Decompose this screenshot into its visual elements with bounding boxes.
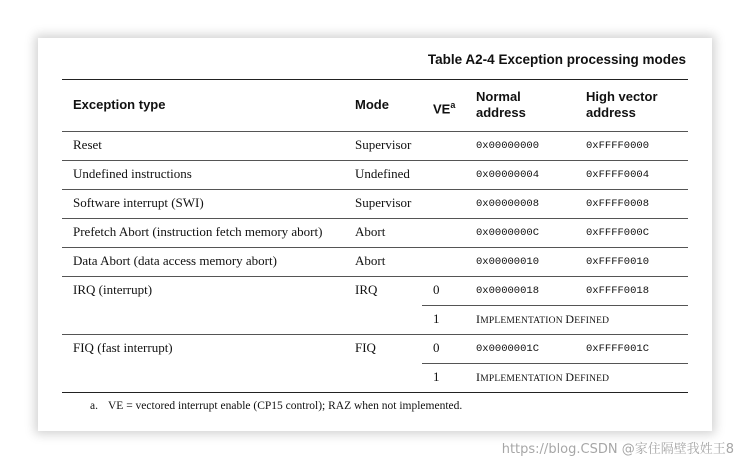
row-rule: [62, 160, 688, 161]
row-type: Software interrupt (SWI): [73, 195, 204, 210]
row-high-address: 0xFFFF0010: [586, 256, 650, 268]
row-type: Prefetch Abort (instruction fetch memory abort): [73, 224, 323, 239]
row-normal-address: 0x00000004: [476, 169, 540, 181]
row-partial-rule: [422, 363, 688, 364]
row-mode: Abort: [355, 224, 386, 239]
row-normal-address: 0x00000010: [476, 256, 540, 268]
row-rule: [62, 189, 688, 190]
header-mode: Mode: [355, 97, 389, 112]
row-normal-address: 0x00000000: [476, 140, 540, 152]
top-rule: [62, 79, 688, 80]
row-ve: 1: [433, 369, 440, 384]
impl-cap-i: I: [476, 312, 481, 326]
row-mode: Undefined: [355, 166, 410, 181]
row-normal-address: 0x00000018: [476, 285, 540, 297]
row-mode: IRQ: [355, 282, 378, 297]
table-figure: [38, 38, 712, 431]
header-high-vector-address: [586, 89, 658, 121]
row-partial-rule: [422, 305, 688, 306]
row-mode: Supervisor: [355, 195, 412, 210]
row-mode: Supervisor: [355, 137, 412, 152]
header-exception-type: Exception type: [73, 97, 166, 112]
footnote-text: VE = vectored interrupt enable (CP15 control); RAZ when not implemented.: [107, 400, 463, 412]
row-type: IRQ (interrupt): [73, 282, 153, 297]
footnote-marker: a.: [90, 400, 98, 412]
footnote: [90, 400, 462, 412]
row-high-address: 0xFFFF000C: [586, 227, 650, 239]
row-high-address: 0xFFFF0000: [586, 140, 650, 152]
impl-cap-d: D: [565, 312, 575, 326]
watermark: https://blog.CSDN @家住隔壁我姓王8: [501, 442, 734, 457]
header-normal-line1: Normal: [476, 89, 521, 104]
row-implementation-defined: [476, 312, 609, 327]
row-type: Reset: [73, 137, 102, 152]
row-type: FIQ (fast interrupt): [73, 340, 173, 355]
row-high-address: 0xFFFF0008: [586, 198, 650, 210]
impl-rest-2: EFINED: [574, 374, 610, 384]
row-ve: 0: [433, 282, 440, 297]
header-rule: [62, 131, 688, 132]
impl-rest-1: MPLEMENTATION: [480, 374, 566, 384]
header-ve: [433, 97, 455, 117]
row-rule: [62, 218, 688, 219]
row-type: Undefined instructions: [73, 166, 192, 181]
header-normal-address: [476, 89, 526, 121]
row-normal-address: 0x00000008: [476, 198, 540, 210]
impl-cap-i: I: [476, 370, 481, 384]
row-rule: [62, 276, 688, 277]
row-high-address: 0xFFFF001C: [586, 343, 650, 355]
row-high-address: 0xFFFF0004: [586, 169, 650, 181]
header-ve-text: VE: [433, 101, 451, 117]
row-ve: 0: [433, 340, 440, 355]
row-ve: 1: [433, 311, 440, 326]
row-high-address: 0xFFFF0018: [586, 285, 650, 297]
bottom-rule: [62, 392, 688, 393]
impl-rest-1: MPLEMENTATION: [480, 316, 566, 326]
row-rule: [62, 334, 688, 335]
header-high-line1: High vector: [586, 89, 658, 104]
row-type: Data Abort (data access memory abort): [73, 253, 277, 268]
table-caption: Table A2-4 Exception processing modes: [427, 52, 686, 67]
row-normal-address: 0x0000001C: [476, 343, 540, 355]
header-ve-footnote-marker: a: [450, 100, 456, 110]
header-high-line2: address: [586, 105, 636, 120]
header-normal-line2: address: [476, 105, 526, 120]
row-mode: Abort: [355, 253, 386, 268]
row-normal-address: 0x0000000C: [476, 227, 540, 239]
impl-cap-d: D: [565, 370, 575, 384]
row-implementation-defined: [476, 370, 609, 385]
row-mode: FIQ: [355, 340, 376, 355]
impl-rest-2: EFINED: [574, 316, 610, 326]
row-rule: [62, 247, 688, 248]
